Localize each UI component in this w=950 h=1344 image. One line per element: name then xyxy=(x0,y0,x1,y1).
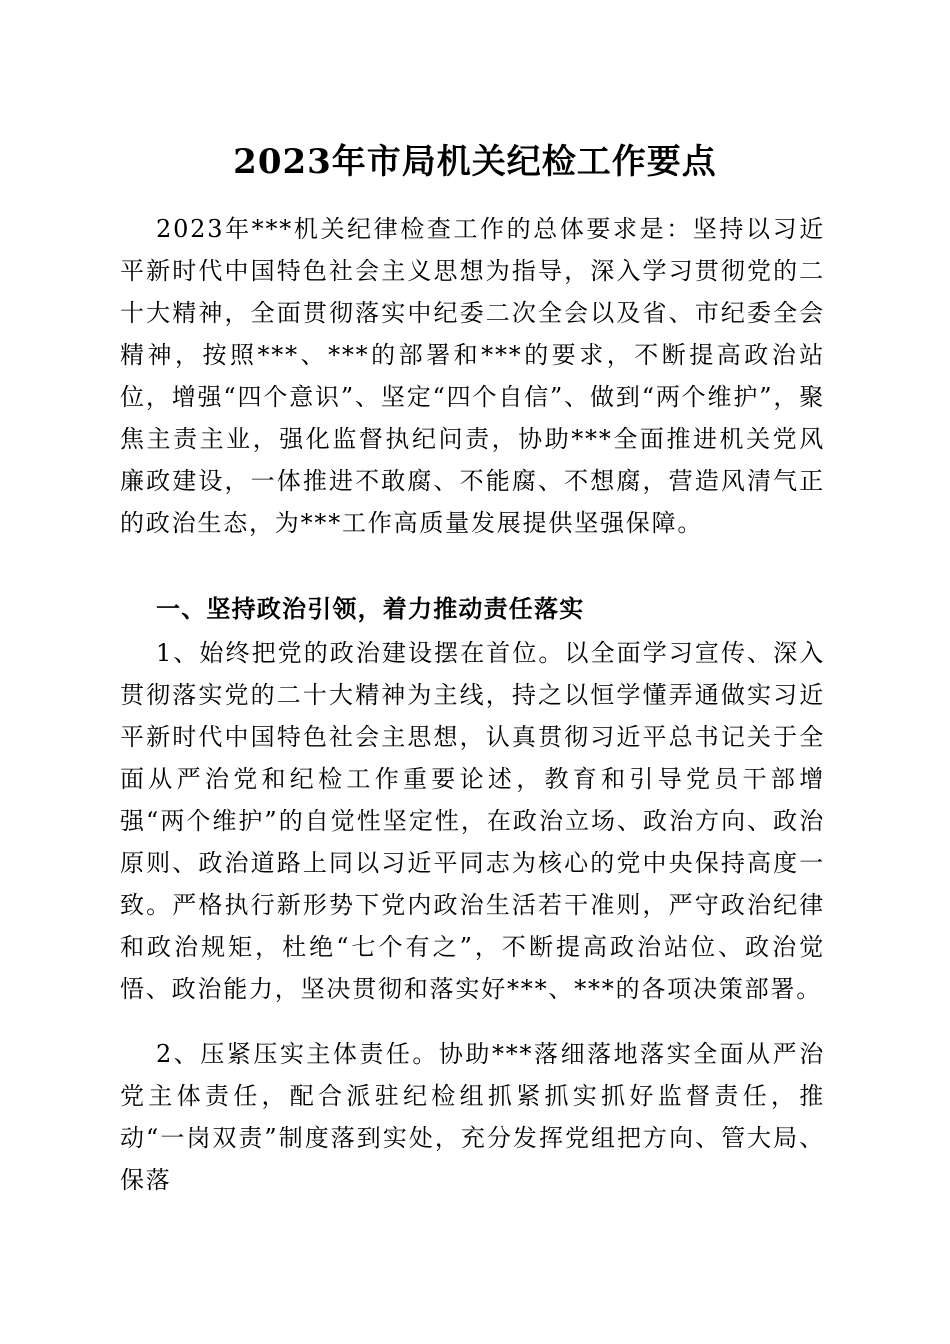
item-two-paragraph: 2、压紧压实主体责任。协助***落细落地落实全面从严治党主体责任，配合派驻纪检组抓紧抓实抓好监督责任，推动“一岗双责”制度落到实处，充分发挥党组把方向、管大局、保落 xyxy=(120,1040,825,1194)
item-one-paragraph: 1、始终把党的政治建设摆在首位。以全面学习宣传、深入贯彻落实党的二十大精神为主线，持之以恒学懂弄通做实习近平新时代中国特色社会主思想，认真贯彻习近平总书记关于全面从严治党和纪检工作重要论述，教育和引导党员干部增强“两个维护”的自觉性坚定性，在政治立场、政治方向、政治原则、政治道路上同以习近平同志为核心的党中央保持高度一致。严格执行新形势下党内政治生活若干准则，严守政治纪律和政治规矩，杜绝“七个有之”，不断提高政治站位、政治觉悟、政治能力，坚决贯彻和落实好***、***的各项决策部署。 xyxy=(120,639,825,1003)
document-title: 2023年市局机关纪检工作要点 xyxy=(233,142,717,182)
section-one-heading: 一、坚持政治引领，着力推动责任落实 xyxy=(156,594,585,623)
intro-paragraph: 2023年***机关纪律检查工作的总体要求是：坚持以习近平新时代中国特色社会主义思想为指导，深入学习贯彻党的二十大精神，全面贯彻落实中纪委二次全会以及省、市纪委全会精神，按照***、***的部署和***的要求，不断提高政治站位，增强“四个意识”、坚定“四个自信”、做到“两个维护”，聚焦主责主业，强化监督执纪问责，协助***全面推进机关党风廉政建设，一体推进不敢腐、不能腐、不想腐，营造风清气正的政治生态，为***工作高质量发展提供坚强保障。 xyxy=(120,215,825,537)
